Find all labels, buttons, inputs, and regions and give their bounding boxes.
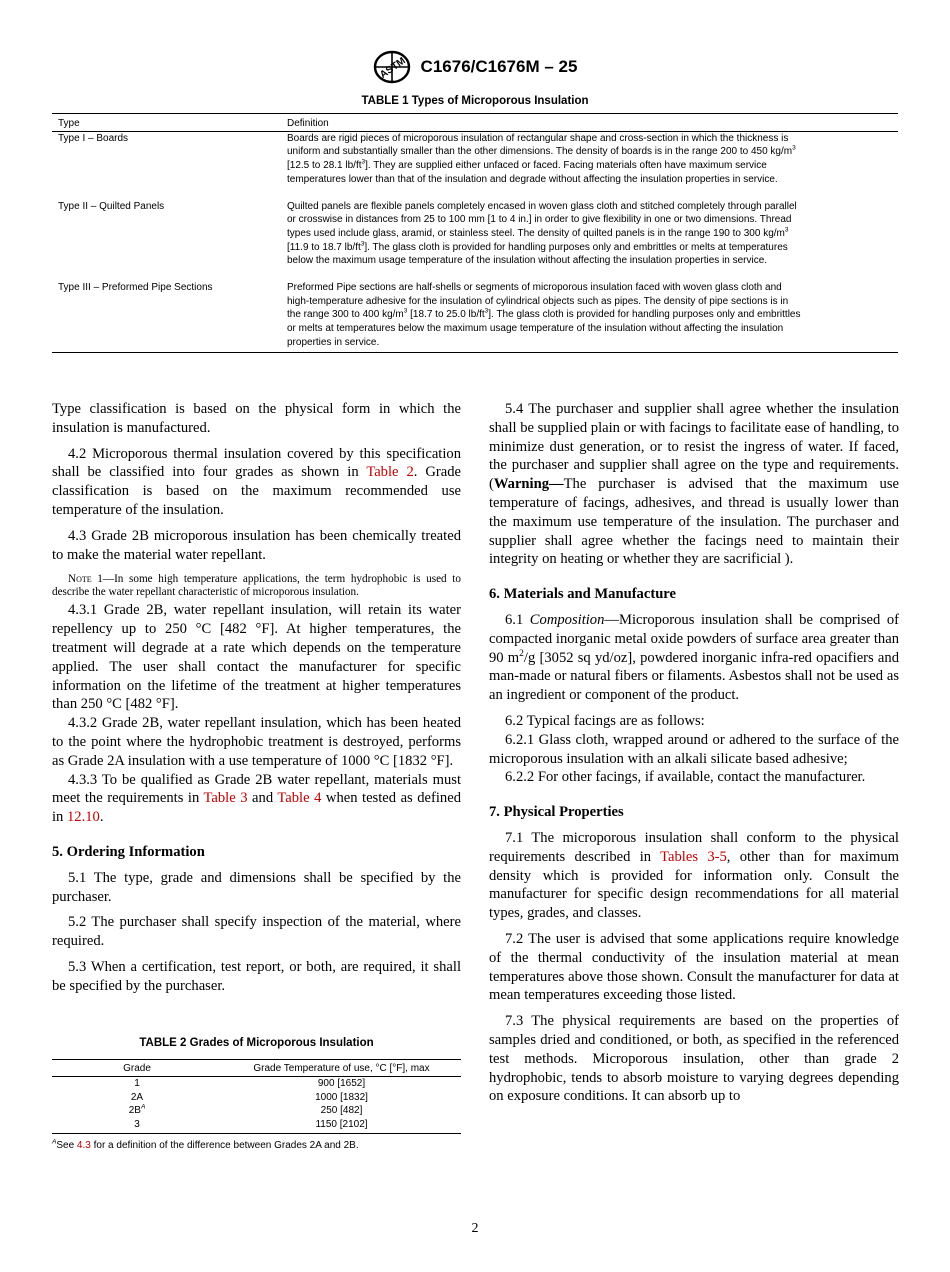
table2-row: $2B^A$ 250 [482] — [128, 1104, 363, 1117]
section-5-heading: 5. Ordering Information — [52, 843, 205, 860]
note-1: Note 1—In some high temperature applications, the term hydrophobic is used to describe the water repellant characteristic of microporous insulation. — [52, 573, 461, 599]
paragraph-7-3: 7.3 The physical requirements are based on the properties of samples dried and conditioned, or both, as specified in the referenced test methods. Microporous insulation, other than grade 2 hydrophobic, tends to absorb moisture to varying degrees depending on exposure conditions. It can absorb up to — [489, 1013, 899, 1105]
link-section-12-10[interactable]: 12.10 — [67, 809, 100, 826]
paragraph-7-2: 7.2 The user is advised that some applications require knowledge of the thermal conductivity of the insulation material at mean temperatures above those shown. Consult the manufacturer for data at mean temperatures exceeding those listed. — [489, 930, 899, 1004]
paragraph-7-1: 7.1 The microporous insulation shall conform to the physical requirements described in Tables 3-5, other than for maximum density which is provided for information only. Consult the manufacturer for specific design recommendations for all material types, grades, and classes. — [489, 829, 899, 922]
logo-text: ASTM — [377, 55, 408, 81]
paragraph-5-3: 5.3 When a certification, test report, or both, are required, it shall be specified by the purchaser. — [52, 958, 461, 994]
paragraph-4-2: 4.2 Microporous thermal insulation covered by this specification shall be classified into four grades as shown in Table 2. Grade classification is based on the maximum recommended use temperature of the insulation. — [52, 445, 461, 518]
astm-logo-icon — [373, 50, 411, 84]
left-column — [52, 400, 461, 1156]
table1-title: TABLE 1 Types of Microporous Insulation — [361, 95, 589, 107]
table2 — [52, 1059, 461, 1134]
section-7-heading: 7. Physical Properties — [489, 804, 624, 821]
page-header — [0, 50, 950, 84]
paragraph-6-2-2: 6.2.2 For other facings, if available, contact the manufacturer. — [505, 769, 866, 786]
paragraph-4-3: 4.3 Grade 2B microporous insulation has been chemically treated to make the material water repellant. — [52, 527, 461, 563]
paragraph-5-4: 5.4 The purchaser and supplier shall agree whether the insulation shall be supplied plain or with facings to facilitate ease of handling, to minimize dust generation, or to resist the ingress of water. If faced, the purchaser and supplier shall agree on the type and requirements. (Warning—The purchaser is advised that the maximum use temperature of facings, adhesives, and thread is usually lower than the maximum use temperature of the insulation. The purchaser and supplier shall agree whether the facings need to maintain their integrity on heating or whether they are sacrificial ). — [489, 401, 899, 568]
standard-code: C1676/C1676M – 25 — [420, 57, 578, 76]
table1-type-cell: Type I – Boards — [58, 132, 129, 144]
right-column — [489, 400, 899, 1106]
table2-header-temperature: Grade Temperature of use, °C [°F], max — [253, 1063, 430, 1075]
paragraph-4-3-3: 4.3.3 To be qualified as Grade 2B water repellant, materials must meet the requirements in Table 3 and Table 4 when tested as defined in 12.10. — [52, 771, 461, 826]
section-6-heading: 6. Materials and Manufacture — [489, 586, 676, 603]
table2-footnote: $^A$See 4.3 for a definition of the difference between Grades 2A and 2B. — [52, 1138, 359, 1151]
link-tables-3-5[interactable]: Tables 3-5 — [660, 848, 727, 865]
paragraph-5-2: 5.2 The purchaser shall specify inspection of the material, where required. — [52, 914, 461, 950]
table1-header-type: Type — [58, 118, 80, 129]
table1-definition-cell: Preformed Pipe sections are half-shells or segments of microporous insulation faced with woven glass cloth and high-temperature adhesive for the insulation of cylindrical objects such as pipes. The density of pipe sections is in the range 300 to 400 $kg/m^3$ [18.7 to 25.0 $lb/ft^3$]. The glass cloth is provided for handling purposes only and embrittles or melts at temperatures below the maximum usage temperature of the insulation without affecting the insulation properties in service. — [287, 282, 801, 348]
paragraph-6-1: 6.1 Composition—Microporous insulation shall be comprised of compacted inorganic metal oxide powders of surface area greater than 90 $m^2/g$ [3052 sq yd/oz], powdered inorganic infra-red opacifiers and man-made or natural fibers or filaments. Asbestos shall not be used as an ingredient or component of the product. — [489, 611, 900, 704]
table1 — [52, 113, 898, 353]
table1-type-cell: Type II – Quilted Panels — [58, 200, 165, 212]
paragraph-4-3-1: 4.3.1 Grade 2B, water repellant insulation, will retain its water repellency up to 250 °C [482 °F]. At higher temperatures, the treatment will degrade at a rate which depends on the temperature applied. The user shall contact the manufacturer for specific information on the lifetime of the treatment at higher temperatures than 250 °C [482 °F]. — [52, 602, 461, 713]
table1-header-row — [52, 114, 898, 132]
link-table-2[interactable]: Table 2 — [366, 464, 414, 481]
table2-title: TABLE 2 Grades of Microporous Insulation — [139, 1036, 374, 1049]
paragraph-6-2-1: 6.2.1 Glass cloth, wrapped around or adhered to the surface of the microporous insulation with an alkali silicate based adhesive; — [489, 731, 899, 767]
table2-header-row — [52, 1060, 461, 1077]
table1-row — [52, 200, 898, 269]
paragraph-5-1: 5.1 The type, grade and dimensions shall be specified by the purchaser. — [52, 869, 461, 905]
link-table-3[interactable]: Table 3 — [203, 790, 248, 807]
table1-definition-cell: Boards are rigid pieces of microporous insulation of rectangular shape and cross-section in which the thickness is uniform and substantially smaller than the other dimensions. The density of boards is in the range 200 to 450 $kg/m^3$ [12.5 to 28.1 $lb/ft^3$]. They are supplied either unfaced or faced. Facing materials often have maximum service temperatures lower than that of the insulation and degrade without affecting the insulation properties in service. — [287, 132, 796, 185]
table1-type-cell: Type III – Preformed Pipe Sections — [58, 282, 213, 294]
table2-header-grade: Grade — [123, 1063, 151, 1075]
table1-row — [52, 281, 898, 350]
link-section-4-3[interactable]: 4.3 — [76, 1139, 91, 1151]
table2-row: 1 900 [1652] — [134, 1078, 366, 1090]
paragraph-6-2: 6.2 Typical facings are as follows: — [505, 712, 705, 729]
table2-row: 3 1150 [2102] — [134, 1119, 368, 1131]
paragraph-4-1-continued: Type classification is based on the physical form in which the insulation is manufactured. — [52, 401, 461, 436]
table2-row: 2A 1000 [1832] — [130, 1091, 368, 1103]
paragraph-4-3-2: 4.3.2 Grade 2B, water repellant insulation, which has been heated to the point where the hydrophobic treatment is destroyed, performs as Grade 2A insulation with a use temperature of 1000 °C [1832 °F]. — [52, 715, 461, 769]
table1-definition-cell: Quilted panels are flexible panels completely encased in woven glass cloth and stitched completely through parallel or crosswise in distances from 25 to 100 mm [1 to 4 in.] in order to give flexibility in one or two dimensions. Thread types used include glass, aramid, or stainless steel. The density of quilted panels is in the range 190 to 300 $kg/m^3$ [11.9 to 18.7 $lb/ft^3$]. The glass cloth is provided for handling purposes only and embrittles or melts at temperatures below the maximum usage temperature of the insulation without affecting the insulation properties in service. — [287, 200, 797, 267]
link-table-4[interactable]: Table 4 — [277, 790, 322, 807]
table1-row — [52, 132, 898, 187]
page-number: 2 — [471, 1221, 479, 1236]
footnote-marker: A — [140, 1104, 146, 1112]
table1-header-definition: Definition — [287, 118, 329, 129]
